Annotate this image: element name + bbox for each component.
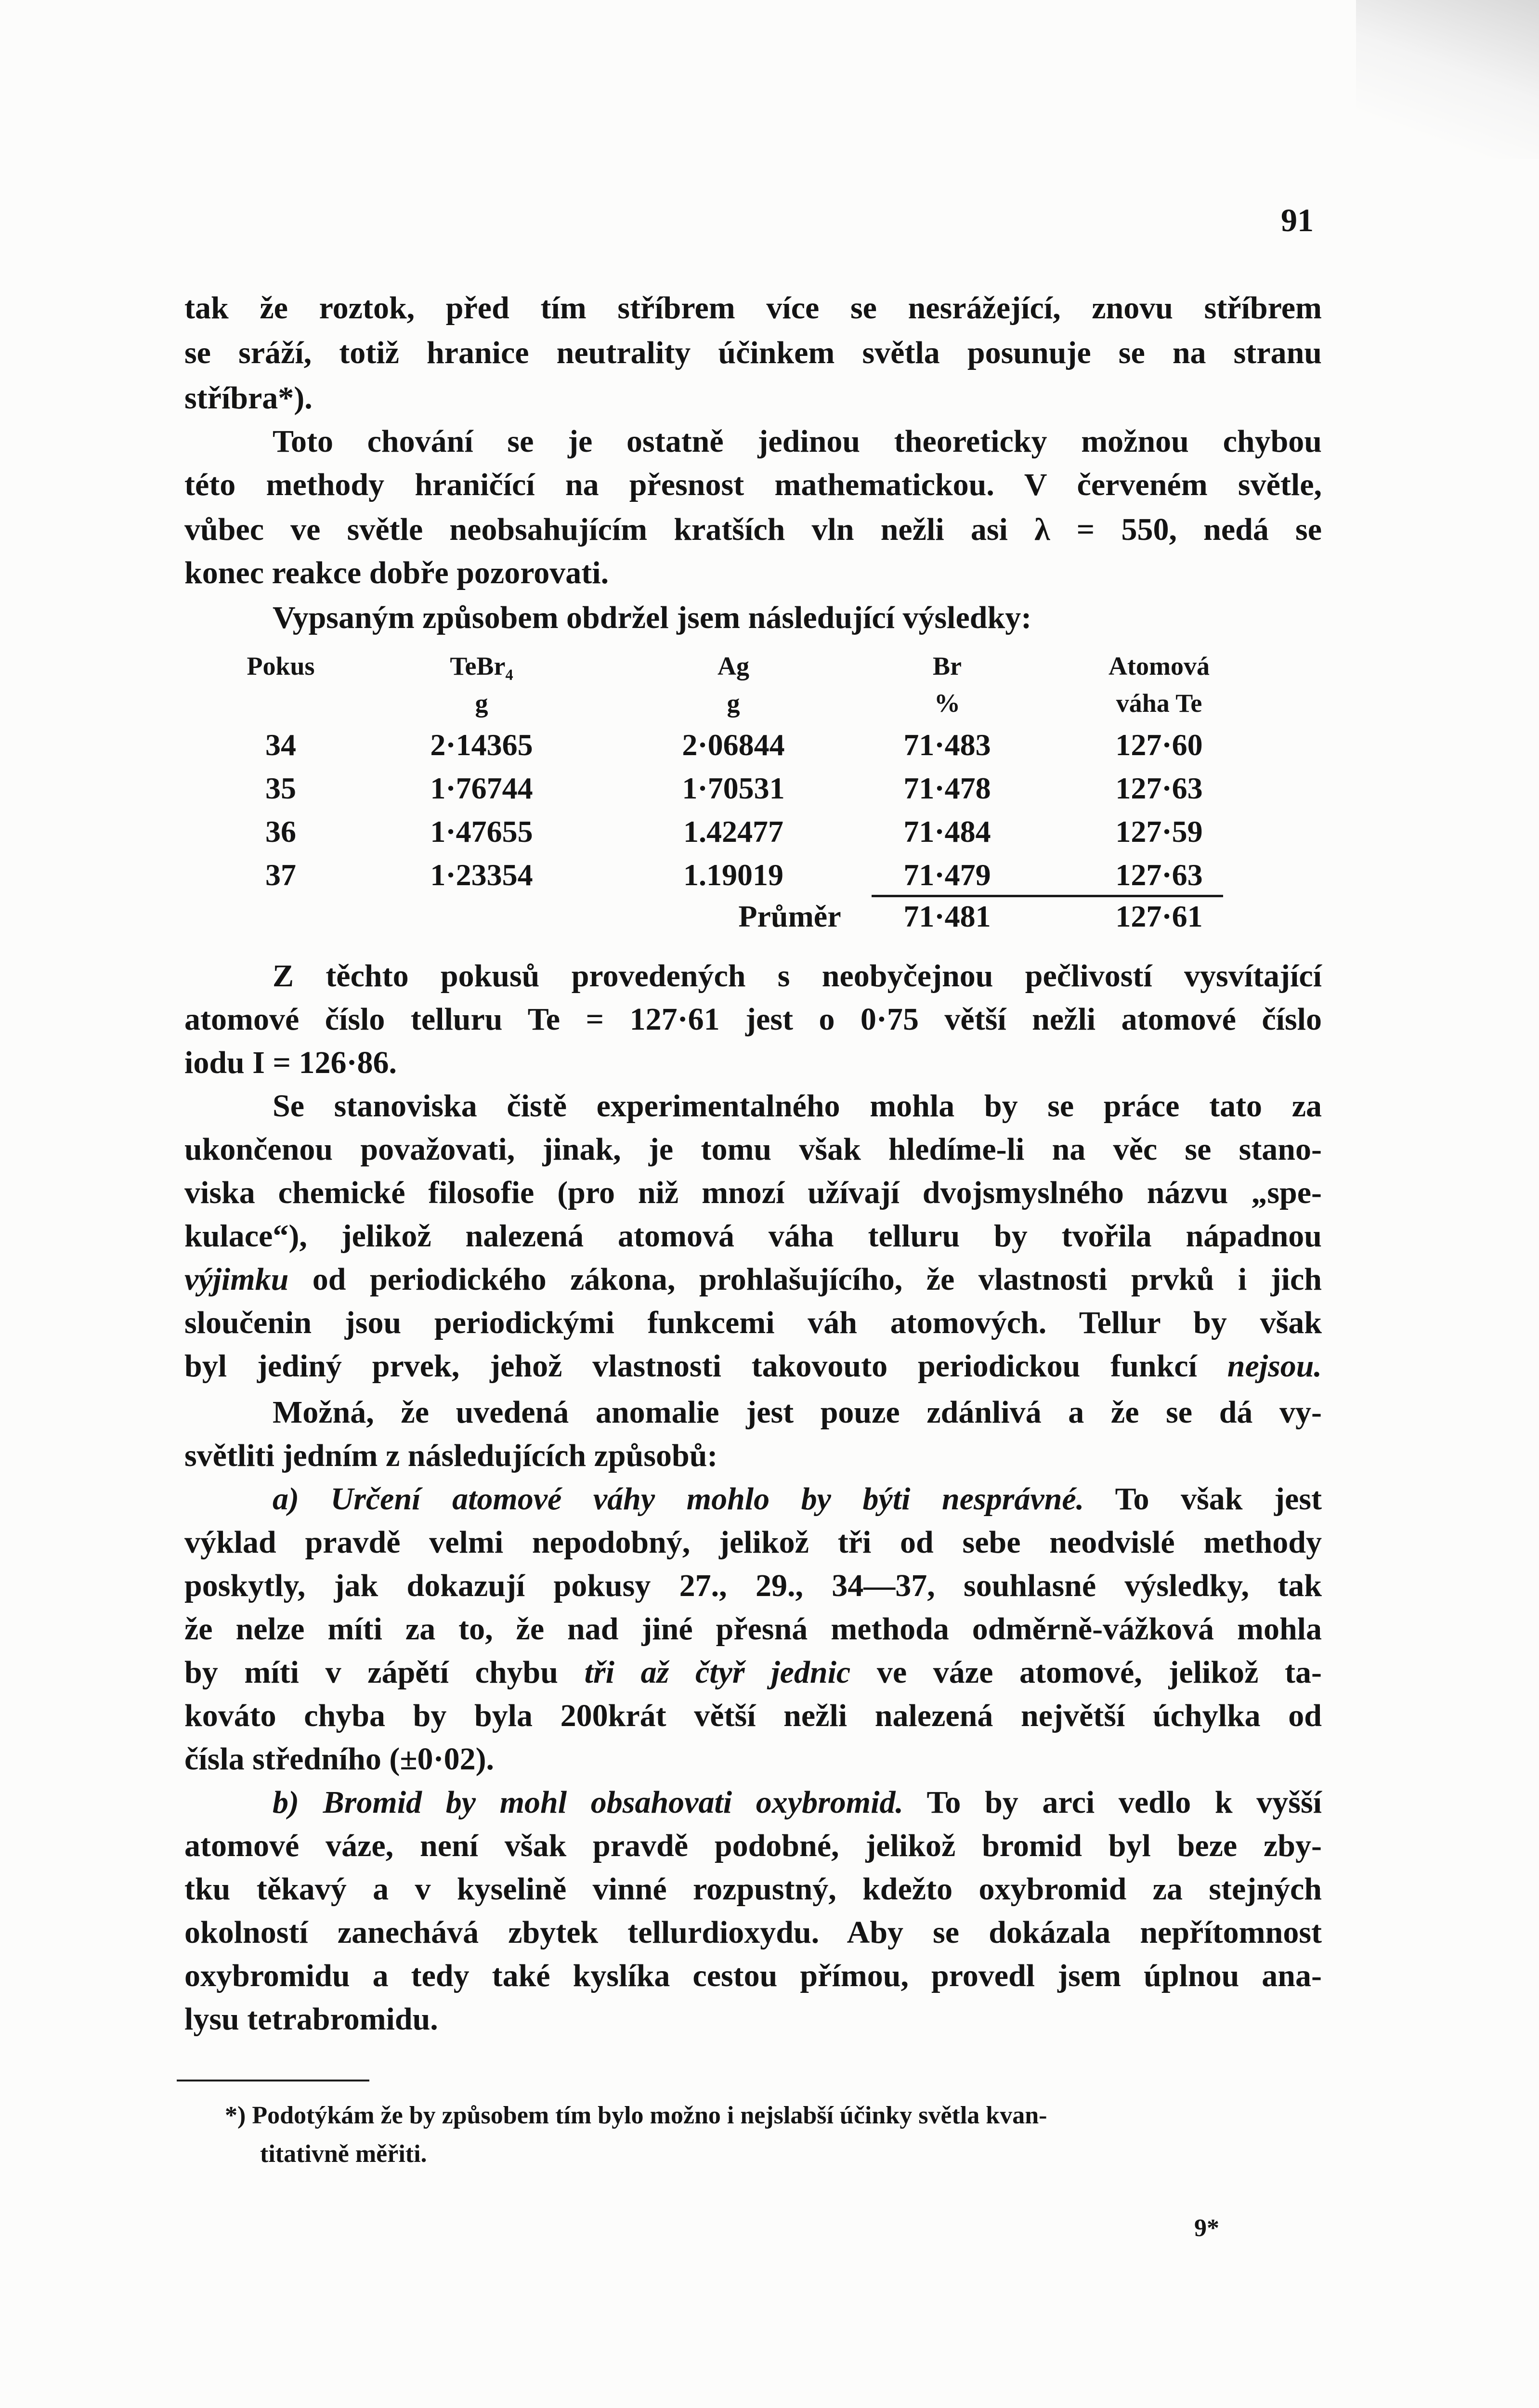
text-segment: iodu I = 126·86. (184, 1045, 397, 1080)
text-line (273, 1480, 1322, 1518)
text-segment: stříbra*). (184, 380, 313, 416)
text-segment: To však jest (1084, 1481, 1322, 1517)
text-segment: vůbec ve světle neobsahujícím kratších vln nežli asi λ = 550, nedá se (184, 512, 1322, 547)
italic-text: tři až čtyř jednic (584, 1655, 851, 1690)
text-line (184, 1260, 1322, 1299)
text-line (273, 1393, 1322, 1432)
average-te: 127·61 (1115, 899, 1203, 933)
text-segment: výklad pravdě velmi nepodobný, jelikož tři od sebe neodvislé methody (184, 1525, 1322, 1560)
cell-atomic-weight: 127·63 (1115, 858, 1203, 892)
unit-tebr4: g (475, 689, 488, 718)
text-line (184, 1610, 1322, 1649)
text-line (184, 1347, 1322, 1386)
text-line (184, 2000, 1322, 2039)
text-line (184, 379, 1322, 418)
text-segment: této methody hraničící na přesnost mathematickou. V červeném světle, (184, 467, 1322, 502)
cell-pokus: 37 (265, 858, 296, 892)
text-segment: konec reakce dobře pozorovati. (184, 555, 609, 590)
text-line (184, 1567, 1322, 1605)
cell-pokus: 35 (265, 771, 296, 805)
text-line (273, 422, 1322, 461)
average-br: 71·481 (903, 899, 991, 933)
text-segment: kováto chyba by byla 200krát větší nežli nalezená největší úchylka od (184, 1698, 1322, 1733)
unit-br: % (934, 689, 960, 718)
text-line (184, 1740, 1322, 1779)
footnote-line-2: titativně měřiti. (260, 2140, 427, 2168)
cell-tebr4: 1·47655 (430, 814, 533, 849)
scan-edge-shadow (1356, 0, 1539, 159)
text-segment: atomové číslo telluru Te = 127·61 jest o 0·75 větší nežli atomové číslo (184, 1002, 1322, 1037)
text-segment: od periodického zákona, prohlašujícího, že vlastnosti prvků i jich (288, 1262, 1322, 1297)
cell-tebr4: 2·14365 (430, 728, 533, 762)
text-segment: Toto chování se je ostatně jedinou theoreticky možnou chybou (273, 424, 1322, 459)
text-segment: světliti jedním z následujících způsobů: (184, 1438, 718, 1473)
text-line (184, 289, 1322, 327)
cell-pokus: 36 (265, 814, 296, 849)
italic-text: a) Určení atomové váhy mohlo by býti nesprávné. (273, 1481, 1084, 1517)
cell-br: 71·478 (903, 771, 991, 805)
text-segment: atomové váze, není však pravdě podobné, jelikož bromid byl beze zby- (184, 1828, 1322, 1863)
cell-pokus: 34 (265, 728, 296, 762)
text-line (184, 1870, 1322, 1909)
text-line (184, 1437, 1322, 1475)
text-segment: že nelze míti za to, že nad jiné přesná methoda odměrně-vážková mohla (184, 1611, 1322, 1647)
text-segment: okolností zanechává zbytek tellurdioxydu. Aby se dokázala nepřítomnost (184, 1915, 1322, 1950)
text-segment: ukončenou považovati, jinak, je tomu však hledíme-li na věc se stano- (184, 1132, 1322, 1167)
text-segment: by míti v zápětí chybu (184, 1655, 585, 1690)
cell-atomic-weight: 127·59 (1115, 814, 1203, 849)
text-line (184, 334, 1322, 372)
text-line (184, 1653, 1322, 1692)
cell-br: 71·484 (903, 814, 991, 849)
italic-text: výjimku (184, 1262, 289, 1297)
text-segment: se sráží, totiž hranice neutrality účinkem světla posunuje se na stranu (184, 335, 1322, 370)
text-line (273, 957, 1322, 995)
text-line (184, 466, 1322, 504)
signature-mark: 9* (1194, 2214, 1219, 2242)
average-label: Průměr (738, 899, 841, 933)
text-line (184, 1304, 1322, 1342)
text-line (184, 1697, 1322, 1735)
unit-atomic-weight: váha Te (1116, 689, 1202, 718)
text-segment: Možná, že uvedená anomalie jest pouze zdánlivá a že se dá vy- (273, 1395, 1322, 1430)
text-line (184, 1174, 1322, 1212)
cell-br: 71·483 (903, 728, 991, 762)
text-line (184, 510, 1322, 549)
text-segment: sloučenin jsou periodickými funkcemi váh atomových. Tellur by však (184, 1305, 1322, 1340)
header-ag: Ag (717, 652, 749, 681)
header-pokus: Pokus (247, 652, 315, 681)
text-line (184, 1217, 1322, 1256)
text-line (184, 1130, 1322, 1169)
text-segment: ve váze atomové, jelikož ta- (850, 1655, 1322, 1690)
cell-ag: 2·06844 (682, 728, 785, 762)
header-tebr4: TeBr₄ (450, 652, 513, 681)
italic-text: nejsou. (1227, 1348, 1322, 1384)
text-segment: Z těchto pokusů provedených s neobyčejnou pečlivostí vysvítající (273, 958, 1322, 994)
text-segment: kulace“), jelikož nalezená atomová váha telluru by tvořila nápadnou (184, 1218, 1322, 1254)
text-line (273, 599, 1322, 637)
cell-tebr4: 1·23354 (430, 858, 533, 892)
text-segment: Se stanoviska čistě experimentalného mohla by se práce tato za (273, 1088, 1322, 1124)
cell-atomic-weight: 127·63 (1115, 771, 1203, 805)
text-line (184, 554, 1322, 592)
page-number: 91 (1281, 202, 1314, 238)
text-line (184, 1000, 1322, 1039)
footnote-line-1: *) Podotýkám že by způsobem tím bylo možno i nejslabší účinky světla kvan- (225, 2102, 1047, 2129)
text-line (184, 1913, 1322, 1952)
italic-text: b) Bromid by mohl obsahovati oxybromid. (273, 1785, 903, 1820)
cell-ag: 1.42477 (683, 814, 783, 849)
text-line (184, 1044, 1322, 1082)
cell-tebr4: 1·76744 (430, 771, 533, 805)
cell-atomic-weight: 127·60 (1115, 728, 1203, 762)
text-line (184, 1957, 1322, 1995)
cell-br: 71·479 (903, 858, 991, 892)
text-segment: viska chemické filosofie (pro niž mnozí užívají dvojsmyslného názvu „spe- (184, 1175, 1322, 1210)
text-line (184, 1827, 1322, 1865)
text-line (184, 1523, 1322, 1562)
text-segment: Vypsaným způsobem obdržel jsem následující výsledky: (273, 600, 1032, 635)
unit-ag: g (727, 689, 740, 718)
text-segment: poskytly, jak dokazují pokusy 27., 29., 34—37, souhlasné výsledky, tak (184, 1568, 1322, 1603)
text-segment: lysu tetrabromidu. (184, 2002, 438, 2037)
text-segment: oxybromidu a tedy také kyslíka cestou přímou, provedl jsem úplnou ana- (184, 1958, 1322, 1993)
text-segment: čísla středního (±0·02). (184, 1741, 495, 1777)
text-segment: To by arci vedlo k vyšší (903, 1785, 1322, 1820)
text-segment: tak že roztok, před tím stříbrem více se nesrážející, znovu stříbrem (184, 290, 1322, 326)
text-line (273, 1783, 1322, 1822)
footnote-rule (177, 2080, 369, 2081)
text-segment: tku těkavý a v kyselině vinné rozpustný, kdežto oxybromid za stejných (184, 1871, 1322, 1907)
text-segment: byl jediný prvek, jehož vlastnosti takovouto periodickou funkcí (184, 1348, 1227, 1384)
cell-ag: 1.19019 (683, 858, 783, 892)
header-br: Br (933, 652, 962, 681)
cell-ag: 1·70531 (682, 771, 785, 805)
header-atomic-weight: Atomová (1109, 652, 1210, 681)
text-line (273, 1087, 1322, 1125)
